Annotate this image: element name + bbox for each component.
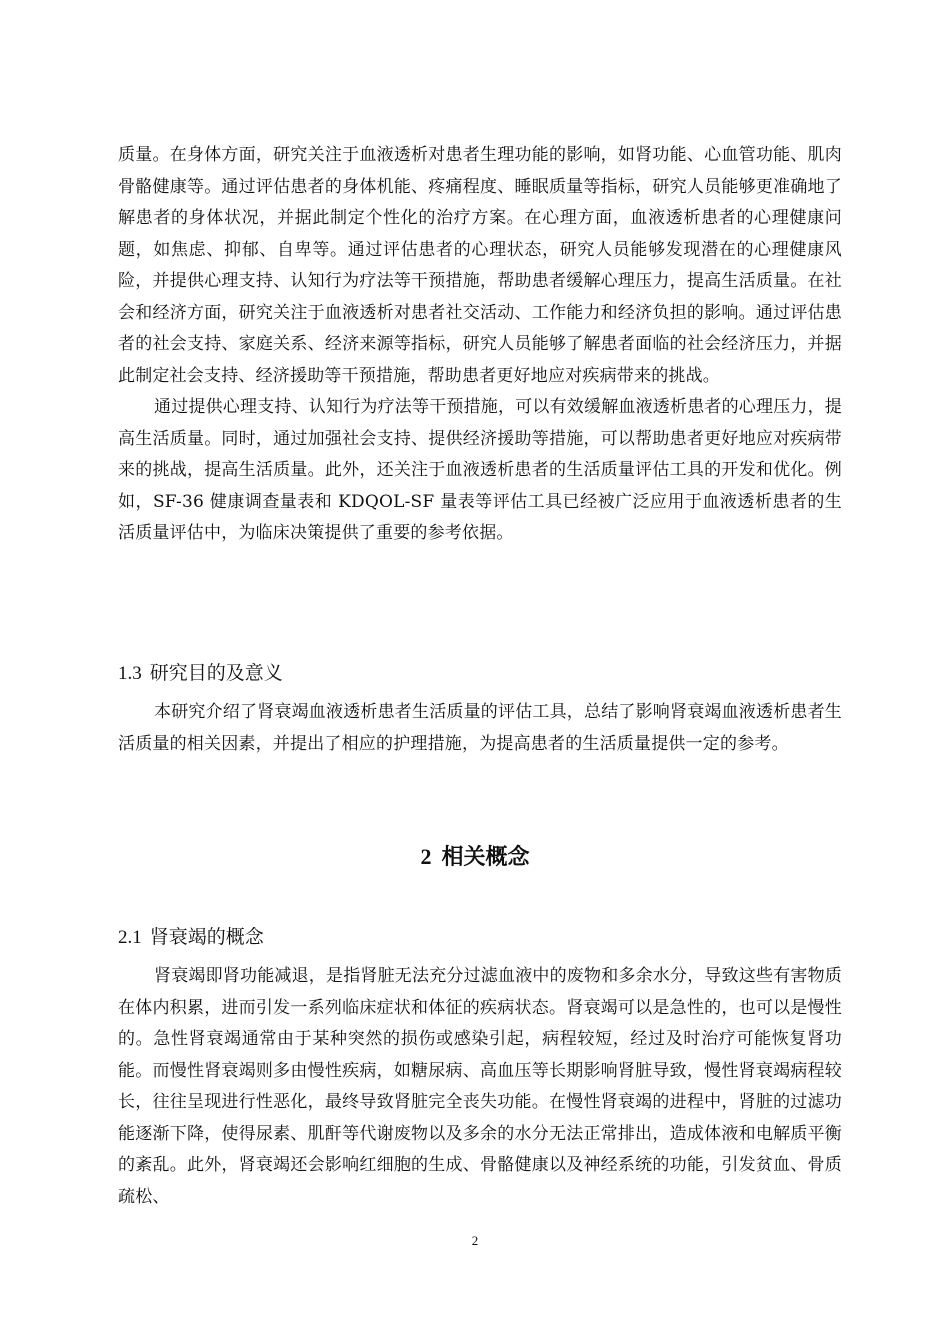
paragraph-quality-aspects: 质量。在身体方面，研究关注于血液透析对患者生理功能的影响，如肾功能、心血管功能、肌肉骨骼健康等。通过评估患者的身体机能、疼痛程度、睡眠质量等指标，研究人员能够更准确地了解患者的身体状况，并据此制定个性化的治疗方案。在心理方面，血液透析患者的心理健康问题，如焦虑、抑郁、自卑等。通过评估患者的心理状态，研究人员能够发现潜在的心理健康风险，并提供心理支持、认知行为疗法等干预措施，帮助患者缓解心理压力，提高生活质量。在社会和经济方面，研究关注于血液透析对患者社交活动、工作能力和经济负担的影响。通过评估患者的社会支持、家庭关系、经济来源等指标，研究人员能够了解患者面临的社会经济压力，并据此制定社会支持、经济援助等干预措施，帮助患者更好地应对疾病带来的挑战。	[118, 145, 842, 386]
paragraph-renal-failure-concept: 肾衰竭即肾功能减退，是指肾脏无法充分过滤血液中的废物和多余水分，导致这些有害物质在体内积累，进而引发一系列临床症状和体征的疾病状态。肾衰竭可以是急性的，也可以是慢性的。急性肾衰竭通常由于某种突然的损伤或感染引起，病程较短，经过及时治疗可能恢复肾功能。而慢性肾衰竭则多由慢性疾病，如糖尿病、高血压等长期影响肾脏导致，慢性肾衰竭病程较长，往往呈现进行性恶化，最终导致肾脏完全丧失功能。在慢性肾衰竭的进程中，肾脏的过滤功能逐渐下降，使得尿素、肌酐等代谢废物以及多余的水分无法正常排出，造成体液和电解质平衡的紊乱。此外，肾衰竭还会影响红细胞的生成、骨骼健康以及神经系统的功能，引发贫血、骨质疏松、	[118, 966, 842, 1207]
paragraph-interventions: 通过提供心理支持、认知行为疗法等干预措施，可以有效缓解血液透析患者的心理压力，提高生活质量。同时，通过加强社会支持、提供经济援助等措施，可以帮助患者更好地应对疾病带来的挑战，提高生活质量。此外，还关注于血液透析患者的生活质量评估工具的开发和优化。例如，SF-36 健康调查量表和 KDQOL-SF 量表等评估工具已经被广泛应用于血液透析患者的生活质量评估中，为临床决策提供了重要的参考依据。	[118, 397, 842, 543]
section-number: 1.3	[118, 663, 142, 684]
section-heading-1-3	[118, 658, 283, 685]
section-title: 研究目的及意义	[149, 662, 283, 684]
section-1-3-body	[118, 697, 842, 760]
section-heading-2-1	[118, 922, 264, 949]
section-1-2-body	[118, 140, 842, 550]
chapter-title: 相关概念	[441, 845, 530, 870]
chapter-heading-2	[0, 840, 950, 871]
paragraph-research-purpose: 本研究介绍了肾衰竭血液透析患者生活质量的评估工具，总结了影响肾衰竭血液透析患者生活质量的相关因素，并提出了相应的护理措施，为提高患者的生活质量提供一定的参考。	[118, 702, 842, 754]
section-number: 2.1	[118, 927, 142, 948]
chapter-number: 2	[420, 844, 432, 869]
section-2-1-body	[118, 961, 842, 1213]
section-title: 肾衰竭的概念	[149, 926, 264, 948]
page-number: 2	[471, 1233, 479, 1248]
